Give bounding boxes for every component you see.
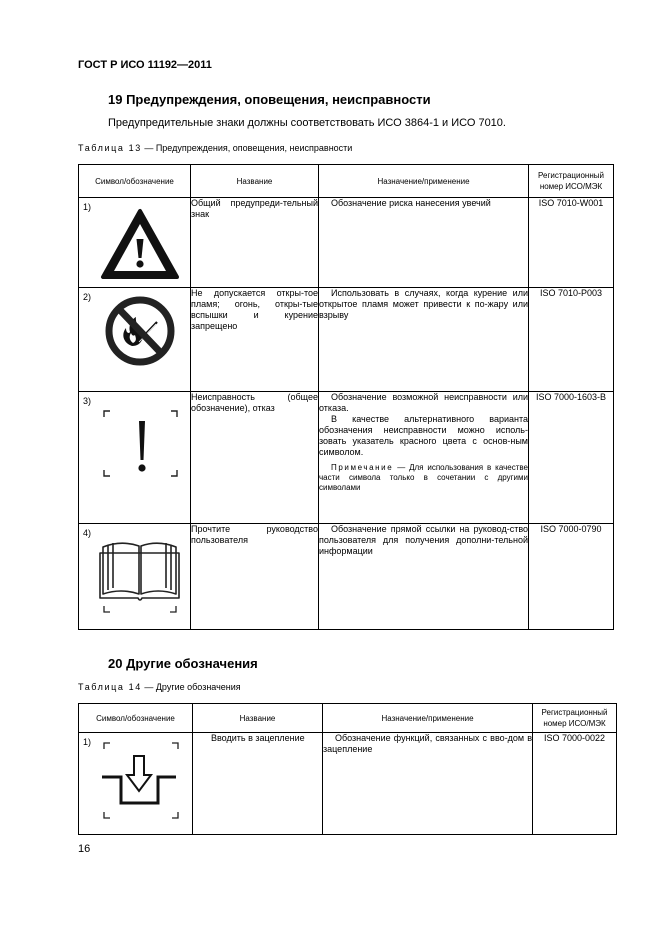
table-row — [79, 392, 614, 524]
row-number: 2) — [83, 292, 92, 302]
row-number: 3) — [83, 396, 92, 406]
table-13-header-row — [79, 165, 614, 198]
reg-cell: ISO 7000-0022 — [533, 733, 617, 835]
table-13-caption-text: — Предупреждения, оповещения, неисправности — [141, 143, 353, 153]
note-body: — Для использования в качестве части символа только в сочетании с другими символами — [319, 463, 528, 492]
row-number: 4) — [83, 528, 92, 538]
reg-cell: ISO 7000-0790 — [529, 524, 614, 630]
row-number: 1) — [83, 737, 92, 747]
symbol-cell — [79, 198, 191, 288]
col-header-purpose: Назначение/применение — [323, 704, 533, 733]
name-cell: Общий предупреди-тельный знак — [191, 198, 319, 288]
note-text — [319, 463, 528, 493]
table-14-caption-prefix: Таблица 14 — [78, 682, 142, 692]
table-row — [79, 288, 614, 392]
section-19-heading: 19 Предупреждения, оповещения, неисправности — [108, 92, 431, 107]
table-14 — [78, 703, 617, 835]
table-13-caption — [78, 143, 352, 153]
note-label: Примечание — [331, 463, 394, 472]
col-header-name: Название — [191, 165, 319, 198]
reg-cell: ISO 7010-W001 — [529, 198, 614, 288]
purpose-text: Использовать в случаях, когда курение или открытое пламя может привести к по-жару или взрыву — [319, 288, 528, 320]
read-manual-icon — [79, 524, 191, 630]
name-cell: Не допускается откры-тое пламя; огонь, откры-тые вспышки и курение запрещено — [191, 288, 319, 392]
table-13 — [78, 164, 614, 630]
col-header-reg: Регистрационный номер ИСО/МЭК — [529, 165, 614, 198]
reg-cell: ISO 7000-1603-B — [529, 392, 614, 524]
purpose-text: Обозначение риска нанесения увечий — [331, 198, 491, 208]
table-row — [79, 524, 614, 630]
col-header-symbol: Символ/обозначение — [79, 165, 191, 198]
purpose-text-2: В качестве альтернативного варианта обозначения неисправности можно исполь-зовать указатель красного цвета с основ-ным символом. — [319, 414, 528, 457]
general-warning-icon — [79, 198, 191, 288]
standard-designation: ГОСТ Р ИСО 11192—2011 — [78, 59, 212, 71]
col-header-purpose: Назначение/применение — [319, 165, 529, 198]
purpose-cell — [319, 392, 529, 524]
purpose-cell — [319, 198, 529, 288]
name-cell: Неисправность (общее обозначение), отказ — [191, 392, 319, 524]
col-header-reg: Регистрационный номер ИСО/МЭК — [533, 704, 617, 733]
purpose-text: Обозначение функций, связанных с вво-дом в зацепление — [323, 733, 532, 754]
table-13-caption-prefix: Таблица 13 — [78, 143, 142, 153]
table-14-caption-text: — Другие обозначения — [141, 682, 241, 692]
table-row — [79, 733, 617, 835]
table-14-header-row — [79, 704, 617, 733]
no-open-flame-icon — [79, 288, 191, 392]
symbol-cell — [79, 524, 191, 630]
purpose-cell — [319, 524, 529, 630]
table-14-caption — [78, 682, 241, 692]
section-20-heading: 20 Другие обозначения — [108, 656, 258, 671]
table-row — [79, 198, 614, 288]
page-number: 16 — [78, 843, 91, 855]
row-number: 1) — [83, 202, 92, 212]
symbol-cell — [79, 392, 191, 524]
purpose-text: Обозначение возможной неисправности или отказа. — [319, 392, 528, 413]
symbol-cell — [79, 288, 191, 392]
engage-icon — [79, 733, 193, 835]
purpose-cell — [319, 288, 529, 392]
malfunction-icon — [79, 392, 191, 524]
purpose-text: Обозначение прямой ссылки на руковод-ство пользователя для получения дополни-тельной информации — [319, 524, 528, 556]
col-header-name: Название — [193, 704, 323, 733]
reg-cell: ISO 7010-P003 — [529, 288, 614, 392]
purpose-cell — [323, 733, 533, 835]
section-19-intro: Предупредительные знаки должны соответствовать ИСО 3864-1 и ИСО 7010. — [108, 117, 506, 129]
name-cell: Прочтите руководство пользователя — [191, 524, 319, 630]
symbol-cell — [79, 733, 193, 835]
name-cell: Вводить в зацепление — [193, 733, 323, 835]
col-header-symbol: Символ/обозначение — [79, 704, 193, 733]
